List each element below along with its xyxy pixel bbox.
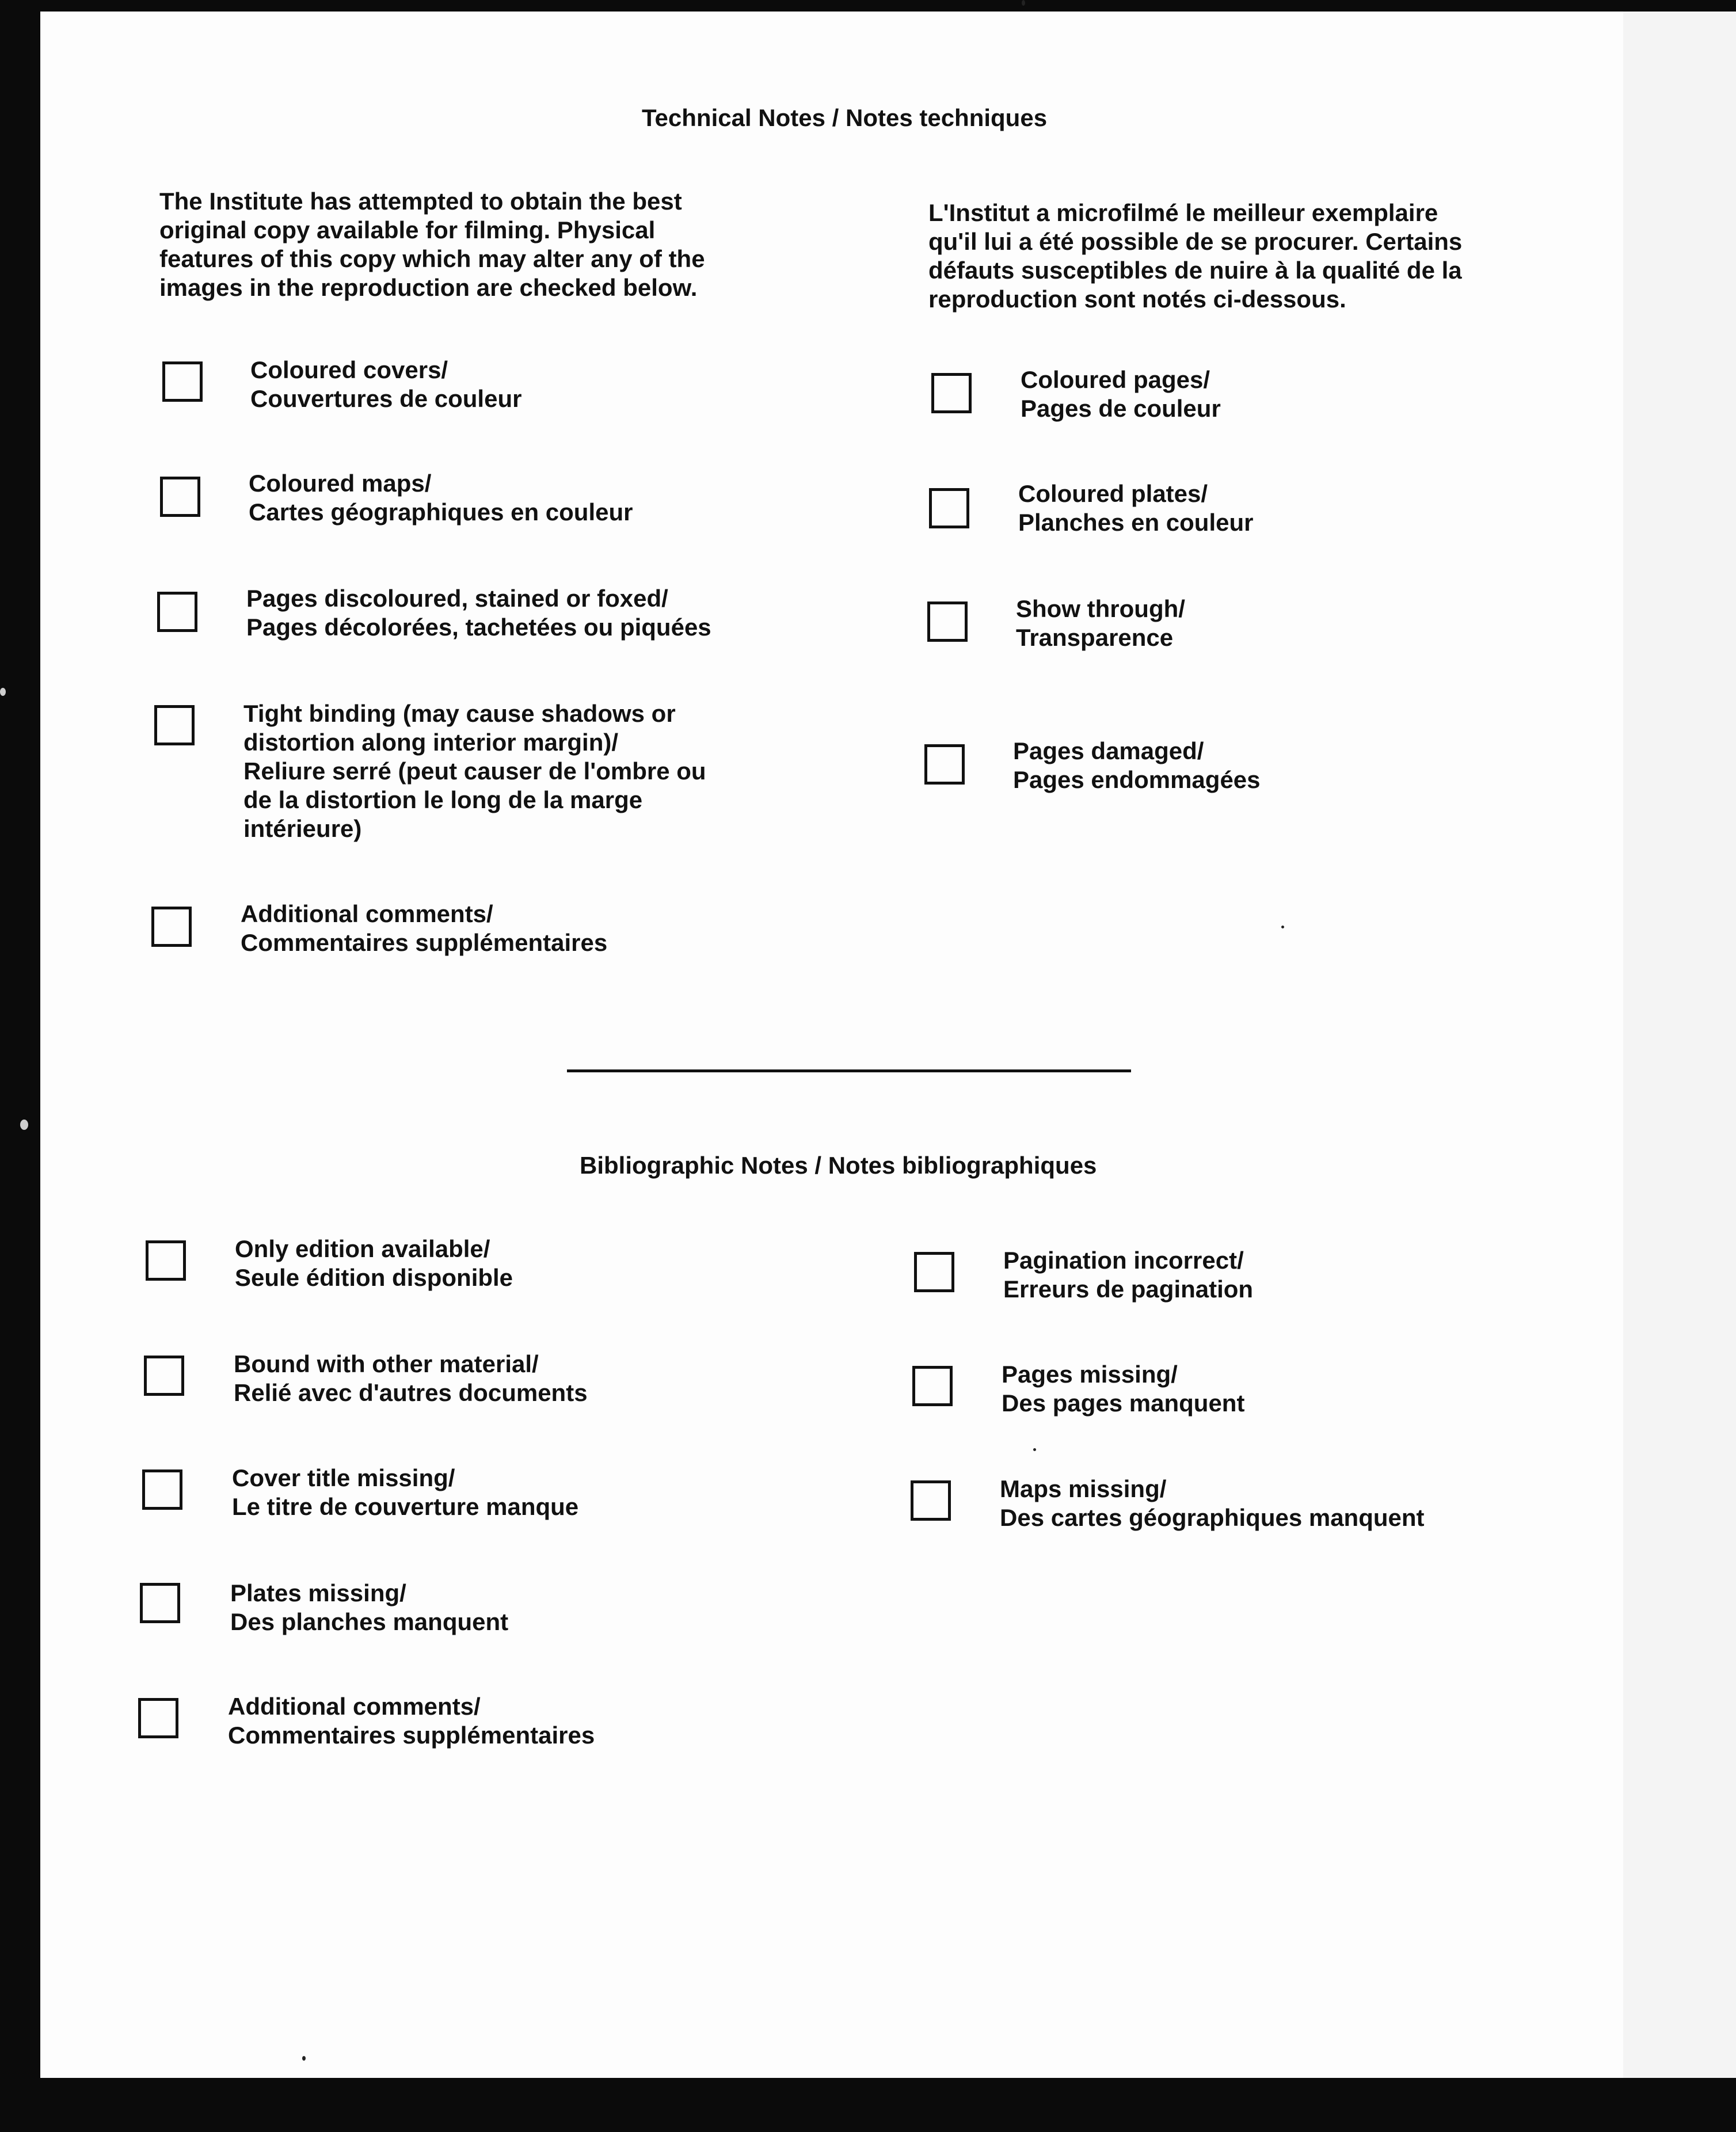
item-label: distortion along interior margin)/ — [243, 729, 618, 756]
scan-speck — [20, 1120, 28, 1130]
checklist-item — [1000, 1475, 1425, 1532]
checkbox[interactable] — [160, 477, 200, 517]
checkbox[interactable] — [931, 373, 972, 413]
item-label: Additional comments/ — [228, 1693, 481, 1720]
checkbox[interactable] — [146, 1240, 186, 1281]
intro-english-line: original copy available for filming. Physical — [159, 216, 656, 243]
item-label: Additional comments/ — [241, 900, 493, 927]
technical-notes-heading: Technical Notes / Notes techniques — [642, 104, 1048, 131]
checkbox[interactable] — [142, 1469, 182, 1510]
checkbox[interactable] — [929, 488, 969, 528]
checkbox[interactable] — [914, 1252, 954, 1292]
checkbox[interactable] — [912, 1366, 953, 1406]
checkbox[interactable] — [138, 1698, 178, 1738]
checkbox[interactable] — [162, 361, 203, 402]
item-label: Only edition available/ — [235, 1235, 490, 1262]
checklist-item — [234, 1350, 588, 1407]
checkbox[interactable] — [911, 1480, 951, 1521]
checklist-item — [232, 1464, 578, 1521]
checklist-item — [1002, 1360, 1244, 1418]
checklist-item — [250, 356, 521, 413]
checkbox[interactable] — [157, 592, 197, 632]
intro-english-line: images in the reproduction are checked below. — [159, 274, 698, 301]
item-label: Pages décolorées, tachetées ou piquées — [246, 614, 711, 641]
item-label: de la distortion le long de la marge — [243, 786, 643, 813]
item-label: Pages endommagées — [1013, 766, 1261, 793]
item-label: Bound with other material/ — [234, 1350, 539, 1377]
item-label: Commentaires supplémentaires — [228, 1722, 595, 1749]
intro-french-line: défauts susceptibles de nuire à la qualité de la — [928, 257, 1462, 284]
checklist-item — [249, 469, 633, 527]
item-label: Pages discoloured, stained or foxed/ — [246, 585, 668, 612]
item-label: Pages de couleur — [1021, 395, 1221, 422]
item-label: Coloured maps/ — [249, 470, 432, 497]
intro-english-line: The Institute has attempted to obtain the best — [159, 188, 682, 215]
checklist-item — [1018, 479, 1253, 537]
item-label: Erreurs de pagination — [1003, 1276, 1254, 1303]
item-label: Coloured pages/ — [1021, 366, 1210, 393]
section-divider — [567, 1069, 1131, 1072]
checkbox[interactable] — [924, 744, 965, 785]
checkbox[interactable] — [151, 907, 192, 947]
checkbox[interactable] — [927, 601, 968, 642]
item-label: Pagination incorrect/ — [1003, 1247, 1244, 1274]
item-label: Commentaires supplémentaires — [241, 929, 608, 956]
item-label: Transparence — [1016, 624, 1174, 651]
checklist-item — [228, 1692, 595, 1750]
intro-english-line: features of this copy which may alter any of the — [159, 245, 705, 272]
checkbox[interactable] — [144, 1356, 184, 1396]
item-label: Couvertures de couleur — [250, 385, 522, 412]
intro-french-line: reproduction sont notés ci-dessous. — [928, 285, 1346, 313]
item-label: Tight binding (may cause shadows or — [243, 700, 676, 727]
checkbox[interactable] — [154, 705, 195, 745]
checklist-item — [243, 699, 706, 843]
checklist-item — [235, 1235, 513, 1292]
scan-speck — [0, 688, 6, 696]
intro-french — [928, 199, 1462, 314]
item-label: Planches en couleur — [1018, 509, 1254, 536]
checklist-item — [246, 584, 711, 642]
item-label: Reliure serré (peut causer de l'ombre ou — [243, 757, 706, 785]
item-label: Cover title missing/ — [232, 1464, 455, 1491]
item-label: intérieure) — [243, 815, 362, 842]
item-label: Des cartes géographiques manquent — [1000, 1504, 1425, 1531]
item-label: Coloured plates/ — [1018, 480, 1208, 507]
checklist-item — [1003, 1246, 1253, 1304]
item-label: Pages damaged/ — [1013, 737, 1204, 764]
item-label: Des planches manquent — [230, 1608, 509, 1635]
checkbox[interactable] — [140, 1583, 180, 1623]
checklist-item — [230, 1579, 508, 1636]
scan-speck — [302, 2056, 306, 2061]
item-label: Coloured covers/ — [250, 356, 448, 383]
intro-french-line: qu'il lui a été possible de se procurer. Certains — [928, 228, 1463, 255]
item-label: Pages missing/ — [1002, 1361, 1178, 1388]
item-label: Des pages manquent — [1002, 1389, 1245, 1417]
scan-speck — [1033, 1448, 1036, 1451]
item-label: Show through/ — [1016, 595, 1185, 622]
adjacent-page-edge — [1623, 12, 1736, 2078]
bibliographic-notes-heading: Bibliographic Notes / Notes bibliographiques — [580, 1152, 1097, 1179]
item-label: Cartes géographiques en couleur — [249, 498, 633, 526]
checklist-item — [1021, 366, 1221, 423]
item-label: Seule édition disponible — [235, 1264, 513, 1291]
scan-speck — [1022, 0, 1025, 6]
checklist-item — [1016, 595, 1185, 652]
item-label: Maps missing/ — [1000, 1475, 1167, 1502]
item-label: Plates missing/ — [230, 1579, 406, 1606]
item-label: Relié avec d'autres documents — [234, 1379, 588, 1406]
intro-english — [159, 187, 705, 302]
checklist-item — [1013, 737, 1261, 794]
intro-french-line: L'Institut a microfilmé le meilleur exemplaire — [928, 199, 1438, 226]
checklist-item — [241, 900, 607, 957]
item-label: Le titre de couverture manque — [232, 1493, 579, 1520]
paper-sheet — [40, 12, 1623, 2078]
scan-speck — [1281, 926, 1284, 928]
